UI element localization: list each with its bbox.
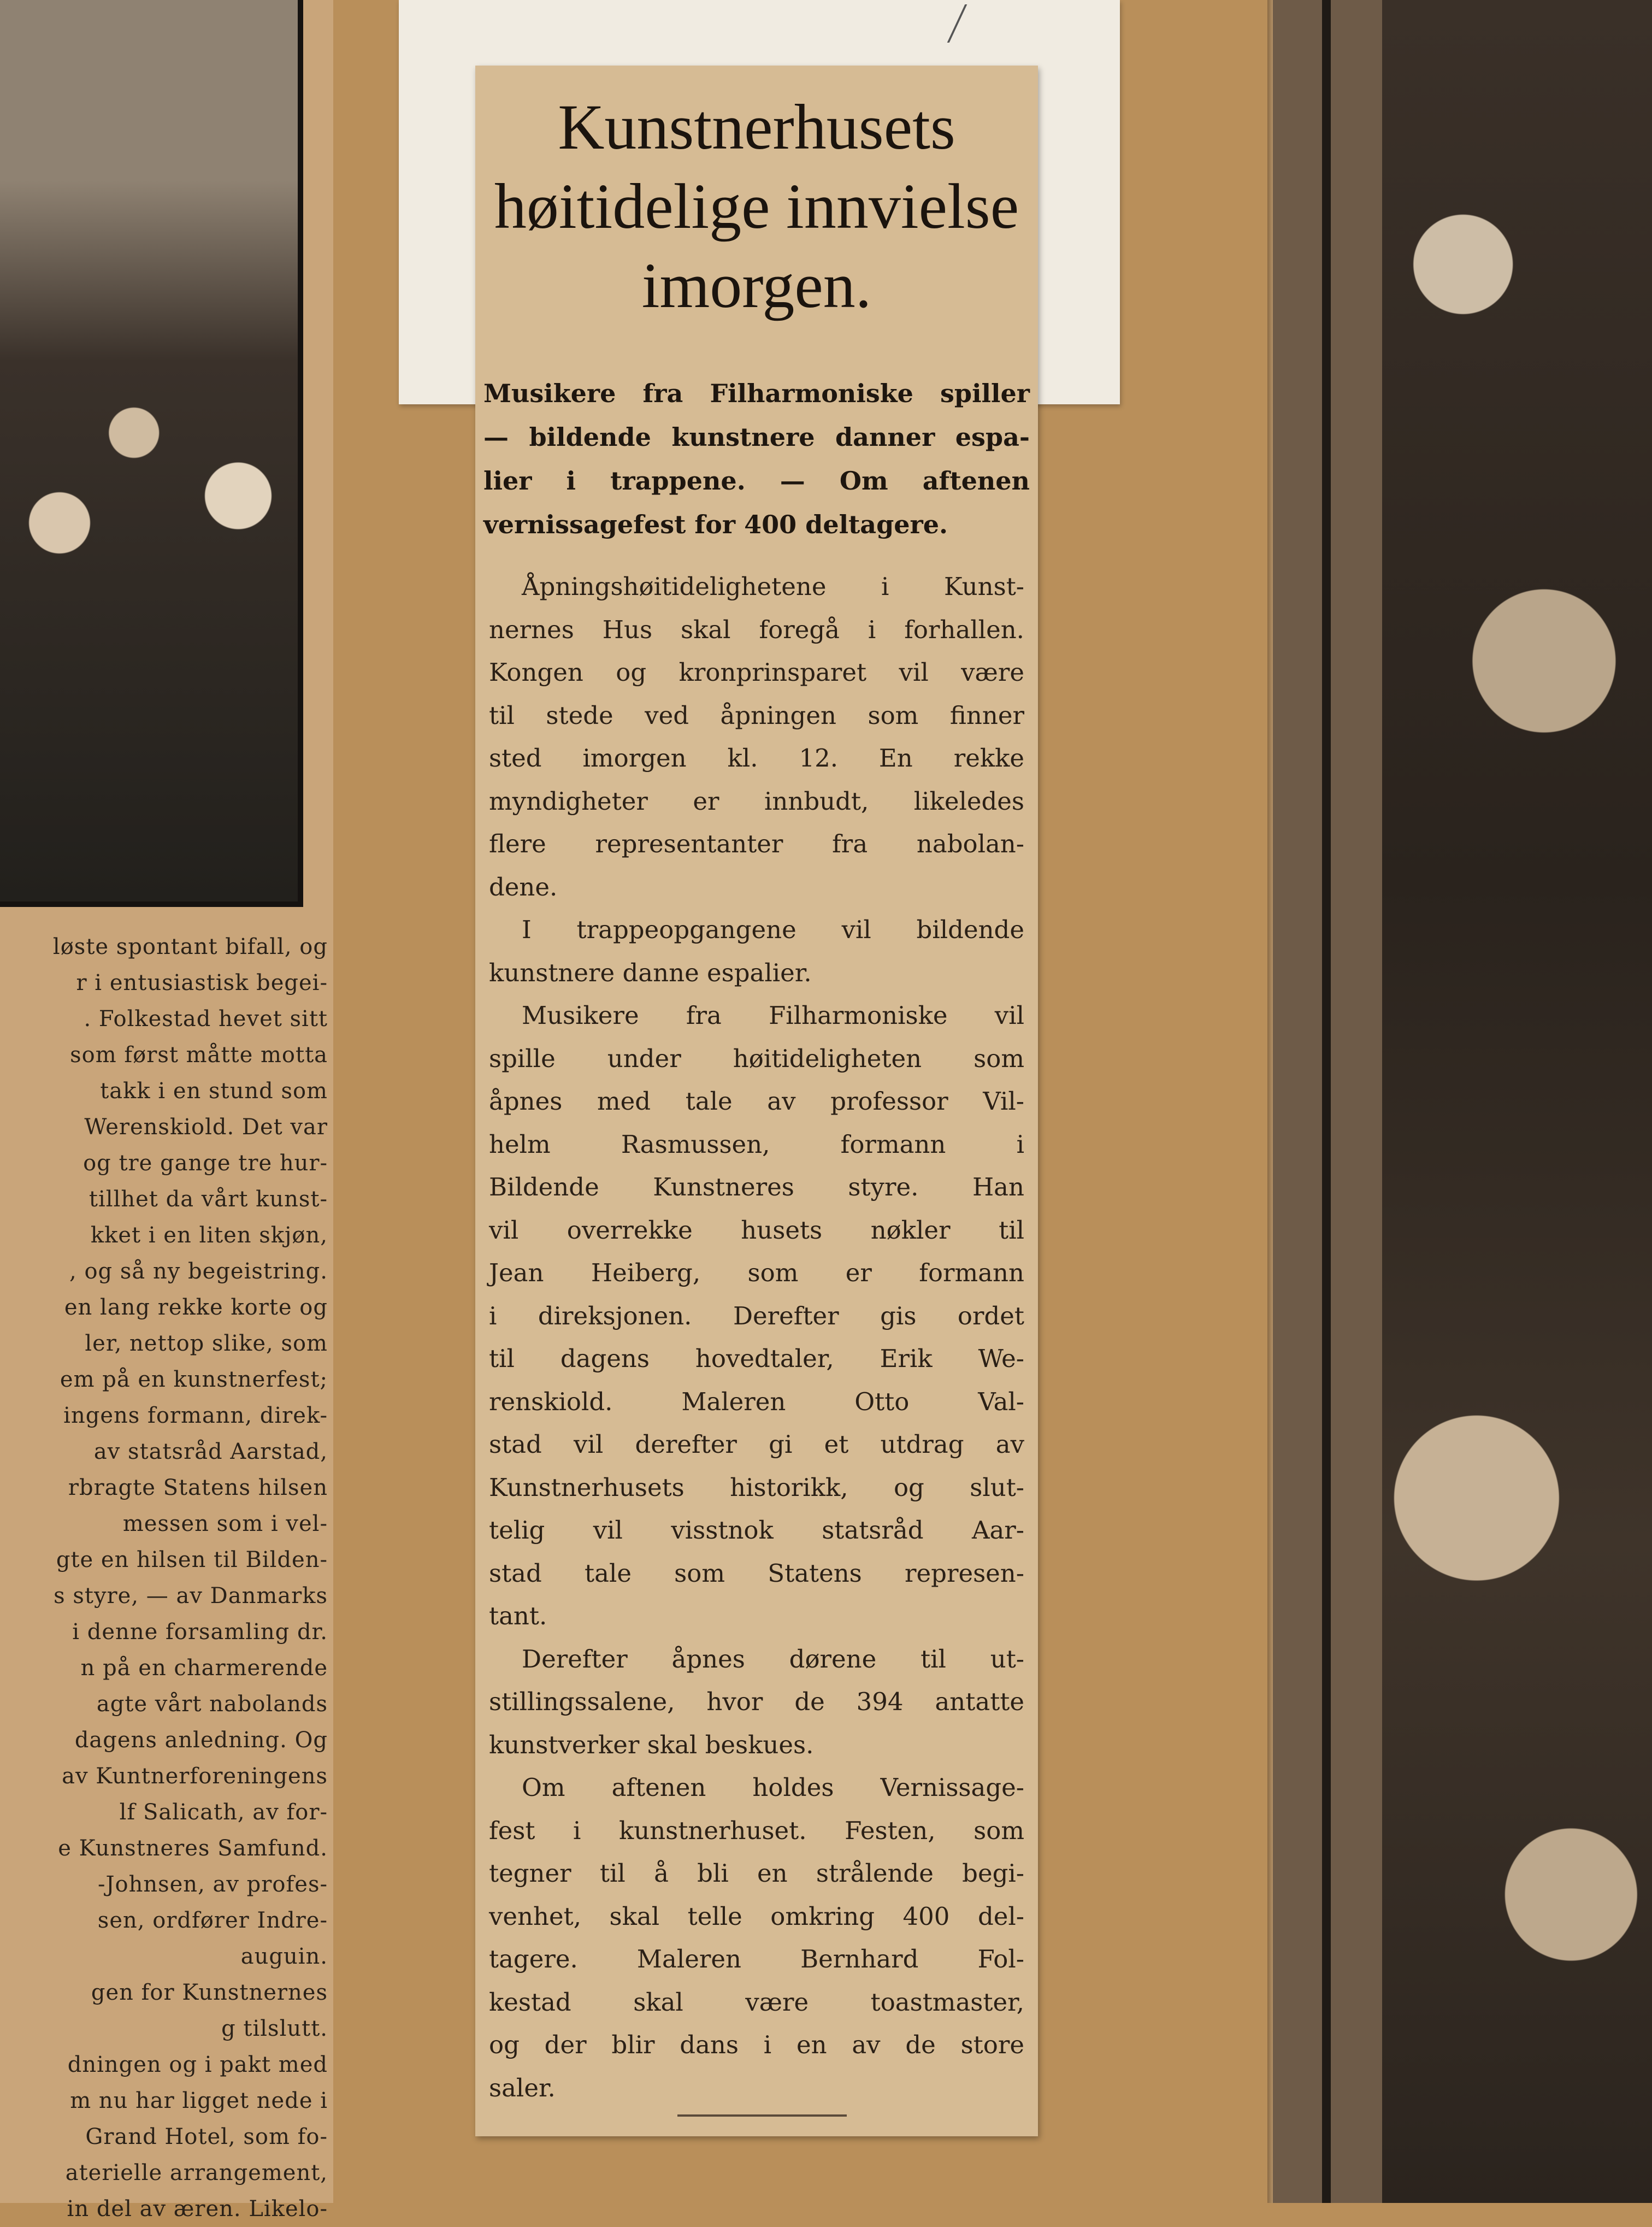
body-line: åpnes med tale av professor Vil- [489,1087,1024,1116]
body-line: tegner til å bli en strålende begi- [489,1859,1024,1888]
subhead-line: vernissagefest for 400 deltagere. [483,510,948,539]
headline-line: imorgen. [641,250,872,321]
left-text-line: sen, ordfører Indre- [97,1908,328,1933]
clipping-body [489,565,1024,2110]
end-rule [677,2114,847,2117]
body-line: sted imorgen kl. 12. En rekke [489,744,1024,773]
left-text-line: in del av æren. Likelo- [67,2196,328,2222]
right-photo-border [1322,0,1331,2203]
body-line: kestad skal være toastmaster, [489,1987,1024,2017]
clipping-headline [475,87,1038,325]
body-line: stad tale som Statens represen- [489,1558,1024,1588]
body-line: telig vil visstnok statsråd Aar- [489,1516,1024,1545]
left-text-line: dningen og i pakt med [67,2052,328,2077]
left-text-line: av Kuntnerforeningens [62,1764,328,1789]
body-line: dene. [489,872,558,902]
left-photo-crowd [0,0,303,907]
left-text-line: auguin. [240,1944,328,1969]
left-text-line: løste spontant bifall, og [52,934,328,959]
left-text-line: s styre, — av Danmarks [54,1583,328,1609]
subhead-line: — bildende kunstnere danner espa- [483,422,1030,452]
left-text-line: og tre gange tre hur- [83,1151,328,1176]
body-line: Om aftenen holdes Vernissage- [522,1773,1024,1802]
left-text-line: r i entusiastisk begei- [76,970,328,995]
body-line: Kongen og kronprinsparet vil være [489,658,1024,687]
left-text-line: en lang rekke korte og [64,1295,328,1320]
body-line: flere representanter fra nabolan- [489,829,1024,858]
left-text-line: , og så ny begeistring. [69,1259,328,1284]
right-photo [1382,0,1652,2203]
left-text-line: gen for Kunstnernes [91,1980,328,2005]
left-text-line: som først måtte motta [70,1042,328,1068]
body-line: spille under høitideligheten som [489,1044,1024,1073]
left-text-line: em på en kunstnerfest; [60,1367,328,1392]
body-line: renskiold. Maleren Otto Val- [489,1387,1024,1416]
left-text-line: Grand Hotel, som fo- [85,2124,328,2149]
left-text-line: ler, nettop slike, som [85,1331,328,1356]
left-article-text [0,929,328,2227]
body-line: helm Rasmussen, formann i [489,1129,1024,1159]
body-line: kunstverker skal beskues. [489,1730,814,1759]
body-line: nernes Hus skal foregå i forhallen. [489,615,1024,644]
left-text-line: n på en charmerende [80,1655,328,1681]
body-line: til stede ved åpningen som finner [489,700,1024,730]
left-text-line: lf Salicath, av for- [119,1800,328,1825]
left-text-line: agte vårt nabolands [96,1692,328,1717]
body-line: stillingssalene, hvor de 394 antatte [489,1687,1024,1716]
body-line: og der blir dans i en av de store [489,2030,1024,2059]
left-text-line: av statsråd Aarstad, [93,1439,328,1464]
left-text-line: g tilslutt. [221,2016,328,2041]
subhead-line: lier i trappene. — Om aftenen [483,466,1030,496]
left-text-line: . Folkestad hevet sitt [84,1006,328,1032]
body-line: til dagens hovedtaler, Erik We- [489,1344,1024,1373]
left-text-line: rbragte Statens hilsen [68,1475,328,1500]
body-line: saler. [489,2073,556,2102]
headline-line: høitidelige innvielse [494,170,1019,242]
clipping-subhead [483,372,1030,546]
left-text-line: m nu har ligget nede i [70,2088,328,2113]
headline-line: Kunstnerhusets [558,91,955,163]
left-text-line: messen som i vel- [122,1511,328,1536]
body-line: stad vil derefter gi et utdrag av [489,1430,1024,1459]
left-text-line: gte en hilsen til Bilden- [56,1547,328,1572]
body-line: kunstnere danne espalier. [489,958,812,987]
left-text-line: -Johnsen, av profes- [97,1872,328,1897]
left-neighbor-column [0,0,333,2222]
body-line: Kunstnerhusets historikk, og slut- [489,1472,1024,1502]
left-text-line: ingens formann, direk- [63,1403,328,1428]
body-line: myndigheter er innbudt, likeledes [489,786,1024,816]
left-text-line: aterielle arrangement, [65,2160,328,2185]
subhead-line: Musikere fra Filharmoniske spiller [483,379,1030,408]
left-text-line: e Kunstneres Samfund. [58,1836,328,1861]
left-text-line: takk i en stund som [100,1079,328,1104]
left-text-line: i denne forsamling dr. [72,1619,328,1645]
body-line: Derefter åpnes dørene til ut- [522,1644,1024,1674]
body-line: Åpningshøitidelighetene i Kunst- [522,572,1024,601]
left-text-line: kket i en liten skjøn, [90,1223,328,1248]
body-line: I trappeopgangene vil bildende [522,915,1024,944]
body-line: venhet, skal telle omkring 400 del- [489,1901,1024,1931]
body-line: vil overrekke husets nøkler til [489,1215,1024,1245]
body-line: Musikere fra Filharmoniske vil [522,1001,1024,1030]
left-text-line: Werenskiold. Det var [84,1115,328,1140]
body-line: Bildende Kunstneres styre. Han [489,1173,1024,1201]
body-line: Jean Heiberg, som er formann [489,1258,1024,1287]
body-line: fest i kunstnerhuset. Festen, som [489,1816,1024,1845]
left-text-line: tillhet da vårt kunst- [88,1187,328,1212]
left-text-line: dagens anledning. Og [74,1728,328,1753]
body-line: tagere. Maleren Bernhard Fol- [489,1945,1024,1973]
body-line: i direksjonen. Derefter gis ordet [489,1301,1024,1330]
body-line: tant. [489,1601,547,1630]
